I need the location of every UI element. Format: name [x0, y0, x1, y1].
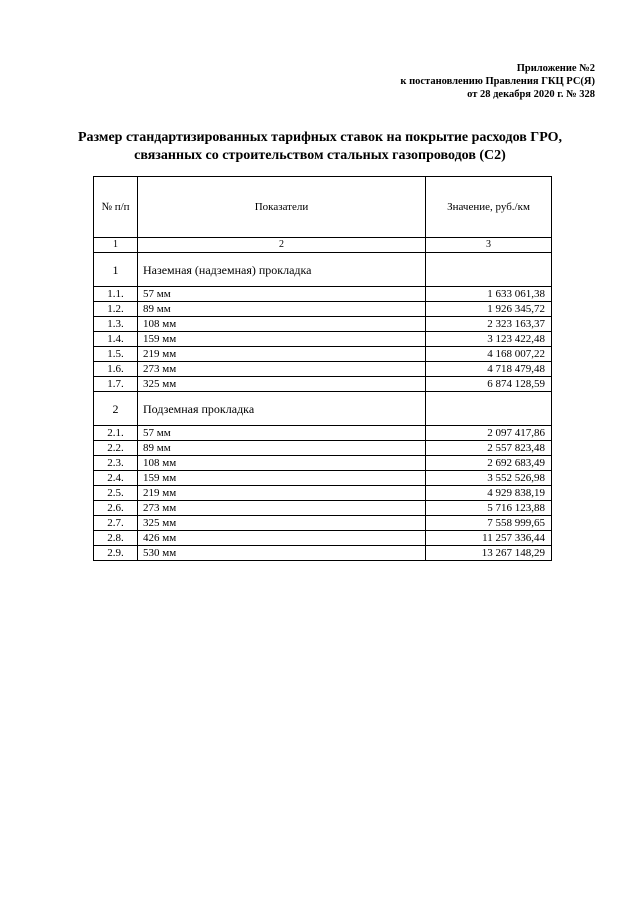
table-row [94, 486, 552, 501]
section-number: 1 [94, 253, 138, 287]
document-title [60, 129, 580, 165]
row-value: 6 874 128,59 [426, 377, 552, 392]
row-number: 1.6. [94, 362, 138, 377]
row-value: 5 716 123,88 [426, 501, 552, 516]
row-number: 2.8. [94, 531, 138, 546]
row-value: 2 557 823,48 [426, 441, 552, 456]
table-row [94, 426, 552, 441]
header-indicators: Показатели [138, 177, 426, 238]
table-row [94, 317, 552, 332]
row-value: 1 926 345,72 [426, 302, 552, 317]
section-row [94, 253, 552, 287]
table-row [94, 546, 552, 561]
row-pipe-diameter: 325 мм [138, 377, 426, 392]
row-pipe-diameter: 159 мм [138, 332, 426, 347]
table-row [94, 531, 552, 546]
column-number-row [94, 238, 552, 253]
row-number: 2.1. [94, 426, 138, 441]
row-number: 1.3. [94, 317, 138, 332]
row-number: 2.5. [94, 486, 138, 501]
tariff-table [93, 176, 552, 561]
row-pipe-diameter: 273 мм [138, 501, 426, 516]
row-value: 7 558 999,65 [426, 516, 552, 531]
row-pipe-diameter: 530 мм [138, 546, 426, 561]
table-row [94, 302, 552, 317]
row-pipe-diameter: 89 мм [138, 441, 426, 456]
row-number: 1.7. [94, 377, 138, 392]
row-value: 11 257 336,44 [426, 531, 552, 546]
section-label: Наземная (надземная) прокладка [138, 253, 426, 287]
row-value: 3 123 422,48 [426, 332, 552, 347]
row-value: 1 633 061,38 [426, 287, 552, 302]
table-row [94, 332, 552, 347]
row-number: 2.4. [94, 471, 138, 486]
section-number: 2 [94, 392, 138, 426]
row-pipe-diameter: 108 мм [138, 317, 426, 332]
table-row [94, 471, 552, 486]
row-pipe-diameter: 219 мм [138, 347, 426, 362]
row-value: 2 323 163,37 [426, 317, 552, 332]
section-label: Подземная прокладка [138, 392, 426, 426]
table-row [94, 516, 552, 531]
row-number: 2.2. [94, 441, 138, 456]
row-value: 4 929 838,19 [426, 486, 552, 501]
row-pipe-diameter: 57 мм [138, 287, 426, 302]
appendix-label: Приложение №2 [516, 63, 595, 74]
section-row [94, 392, 552, 426]
table-row [94, 441, 552, 456]
row-number: 1.2. [94, 302, 138, 317]
section-value-empty [426, 253, 552, 287]
row-number: 1.1. [94, 287, 138, 302]
row-pipe-diameter: 219 мм [138, 486, 426, 501]
row-number: 2.7. [94, 516, 138, 531]
document-header [400, 62, 595, 101]
table-row [94, 287, 552, 302]
row-number: 2.6. [94, 501, 138, 516]
row-value: 3 552 526,98 [426, 471, 552, 486]
row-number: 2.3. [94, 456, 138, 471]
row-value: 4 168 007,22 [426, 347, 552, 362]
table-row [94, 501, 552, 516]
header-num: № п/п [94, 177, 138, 238]
row-pipe-diameter: 273 мм [138, 362, 426, 377]
table-row [94, 456, 552, 471]
row-value: 2 692 683,49 [426, 456, 552, 471]
row-value: 4 718 479,48 [426, 362, 552, 377]
row-number: 1.5. [94, 347, 138, 362]
row-number: 1.4. [94, 332, 138, 347]
column-number: 3 [426, 238, 552, 253]
row-pipe-diameter: 108 мм [138, 456, 426, 471]
section-value-empty [426, 392, 552, 426]
table-header-row [94, 177, 552, 238]
resolution-reference: к постановлению Правления ГКЦ РС(Я) [400, 76, 595, 87]
resolution-date: от 28 декабря 2020 г. № 328 [467, 89, 595, 100]
row-pipe-diameter: 325 мм [138, 516, 426, 531]
row-pipe-diameter: 57 мм [138, 426, 426, 441]
row-value: 13 267 148,29 [426, 546, 552, 561]
title-line-2: связанных со строительством стальных газопроводов (С2) [134, 148, 506, 163]
row-pipe-diameter: 159 мм [138, 471, 426, 486]
row-pipe-diameter: 426 мм [138, 531, 426, 546]
title-line-1: Размер стандартизированных тарифных ставок на покрытие расходов ГРО, [77, 130, 563, 145]
row-number: 2.9. [94, 546, 138, 561]
table-row [94, 362, 552, 377]
column-number: 2 [138, 238, 426, 253]
header-value: Значение, руб./км [426, 177, 552, 238]
row-pipe-diameter: 89 мм [138, 302, 426, 317]
row-value: 2 097 417,86 [426, 426, 552, 441]
table-row [94, 377, 552, 392]
table-row [94, 347, 552, 362]
column-number: 1 [94, 238, 138, 253]
